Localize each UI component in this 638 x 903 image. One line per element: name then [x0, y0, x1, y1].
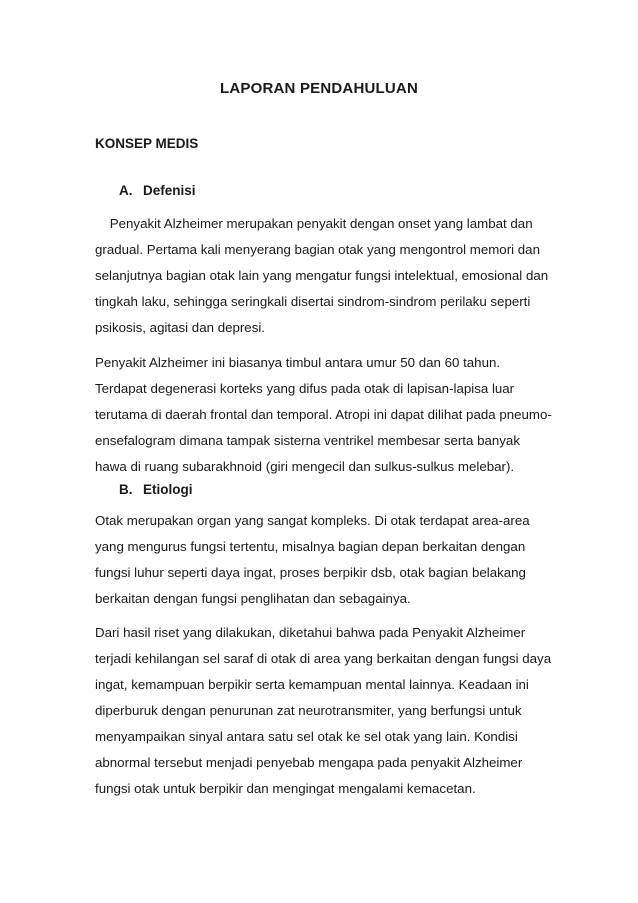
- paragraph-etiologi-2: [95, 620, 555, 802]
- page-title: LAPORAN PENDAHULUAN: [220, 80, 418, 97]
- paragraph-defenisi-2: [95, 350, 555, 480]
- paragraph-line: Dari hasil riset yang dilakukan, diketahui bahwa pada Penyakit Alzheimer: [95, 625, 526, 640]
- paragraph-line: yang mengurus fungsi tertentu, misalnya bagian depan berkaitan dengan: [95, 539, 526, 554]
- paragraph-line: psikosis, agitasi dan depresi.: [95, 320, 265, 335]
- paragraph-line: abnormal tersebut menjadi penyebab mengapa pada penyakit Alzheimer: [95, 755, 523, 770]
- paragraph-line: Penyakit Alzheimer ini biasanya timbul antara umur 50 dan 60 tahun.: [95, 355, 501, 370]
- paragraph-etiologi-1: [95, 508, 555, 612]
- paragraph-line: Terdapat degenerasi korteks yang difus pada otak di lapisan-lapisa luar: [95, 381, 515, 396]
- paragraph-line: ensefalogram dimana tampak sisterna ventrikel membesar serta banyak: [95, 433, 520, 448]
- paragraph-line: Penyakit Alzheimer merupakan penyakit dengan onset yang lambat dan: [95, 216, 533, 231]
- subsection-heading-defenisi: [119, 183, 196, 198]
- subsection-number: A.: [119, 183, 133, 198]
- paragraph-line: selanjutnya bagian otak lain yang mengatur fungsi intelektual, emosional dan: [95, 268, 549, 283]
- paragraph-line: gradual. Pertama kali menyerang bagian otak yang mengontrol memori dan: [95, 242, 540, 257]
- paragraph-line: terjadi kehilangan sel saraf di otak di area yang berkaitan dengan fungsi daya: [95, 651, 552, 666]
- subsection-heading-etiologi: [119, 482, 193, 497]
- paragraph-line: terutama di daerah frontal dan temporal. Atropi ini dapat dilihat pada pneumo-: [95, 407, 552, 422]
- paragraph-line: diperburuk dengan penurunan zat neurotransmiter, yang berfungsi untuk: [95, 703, 522, 718]
- subsection-title: Defenisi: [143, 183, 196, 198]
- paragraph-line: Otak merupakan organ yang sangat kompleks. Di otak terdapat area-area: [95, 513, 530, 528]
- subsection-number: B.: [119, 482, 133, 497]
- paragraph-line: berkaitan dengan fungsi penglihatan dan sebagainya.: [95, 591, 411, 606]
- paragraph-line: tingkah laku, sehingga seringkali disertai sindrom-sindrom perilaku seperti: [95, 294, 531, 309]
- paragraph-line: hawa di ruang subarakhnoid (giri mengecil dan sulkus-sulkus melebar).: [95, 459, 515, 474]
- paragraph-line: fungsi otak untuk berpikir dan mengingat mengalami kemacetan.: [95, 781, 476, 796]
- section-heading: KONSEP MEDIS: [95, 136, 199, 151]
- paragraph-line: menyampaikan sinyal antara satu sel otak ke sel otak yang lain. Kondisi: [95, 729, 518, 744]
- paragraph-line: ingat, kemampuan berpikir serta kemampuan mental lainnya. Keadaan ini: [95, 677, 529, 692]
- paragraph-defenisi-1: [95, 211, 555, 341]
- subsection-title: Etiologi: [143, 482, 193, 497]
- paragraph-line: fungsi luhur seperti daya ingat, proses berpikir dsb, otak bagian belakang: [95, 565, 526, 580]
